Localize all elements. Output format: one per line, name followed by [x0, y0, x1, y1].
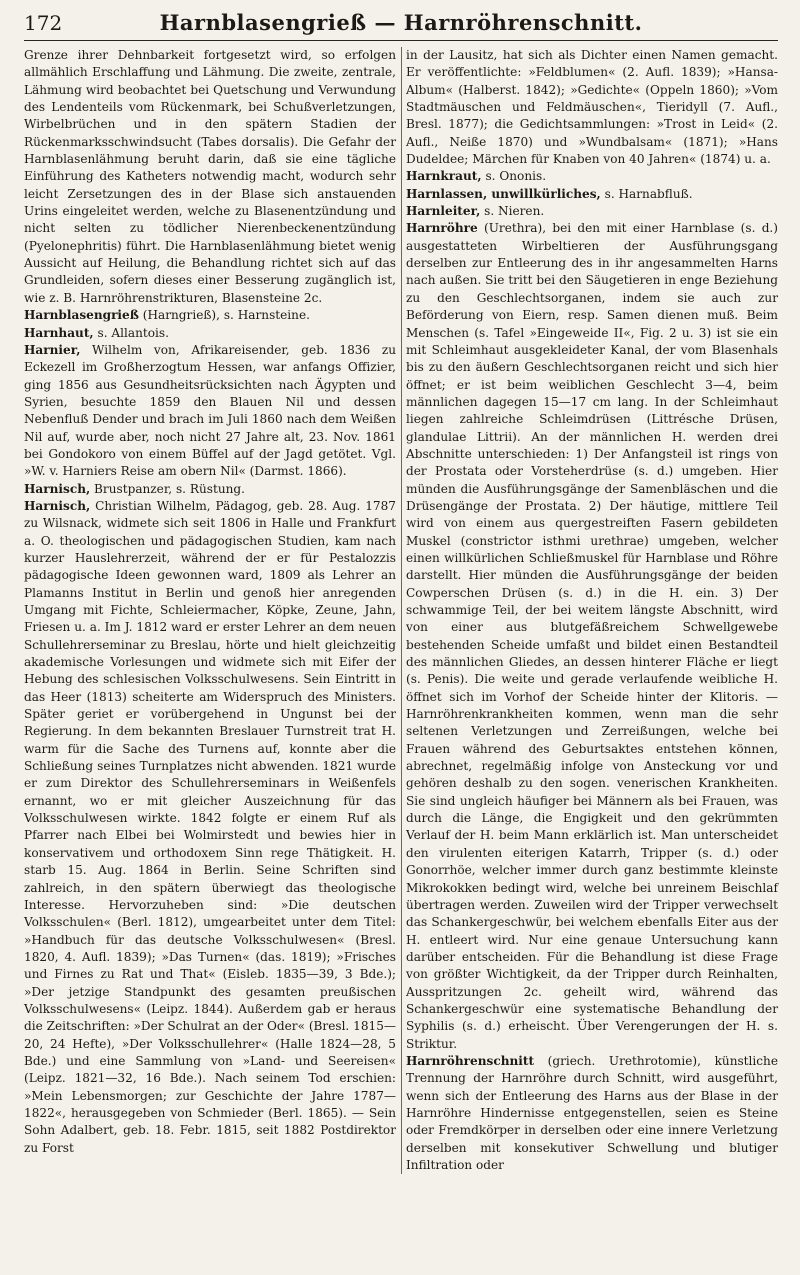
page-number: 172	[24, 11, 63, 35]
entry-harnroehrenschnitt	[406, 1053, 778, 1174]
lemma: Harnröhrenschnitt	[406, 1053, 535, 1068]
lemma: Harnkraut,	[406, 169, 482, 184]
column-divider	[401, 47, 402, 1174]
lemma: Harnisch,	[24, 498, 91, 513]
entry-text: s. Allantois.	[93, 325, 169, 340]
paragraph-continuation: in der Lausitz, hat sich als Dichter einen Namen gemacht. Er veröffentlichte: »Feldblumen« (2. Aufl. 1839); »Hansa-Album« (Halberst. 1842); »Gedichte« (Oppeln 1860); »Vom Stadtmäuschen und Feldmäuschen«, Tieridyll (7. Aufl., Bresl. 1877); die Gedichtsammlungen: »Trost in Leid« (2. Aufl., Neiße 1870) und »Wundbalsam« (1871); »Hans Dudeldee; Märchen für Knaben von 40 Jahren« (1874) u. a.	[406, 48, 778, 167]
entry-harnlassen	[406, 186, 778, 203]
lemma: Harnröhre	[406, 221, 478, 236]
entry-text: (Urethra), bei den mit einer Harnblase (s. d.) ausgestatteten Wirbeltieren der Ausführungsgang derselben zur Entleerung des in ihr angesammelten Harns nach außen. Sie tritt bei den Säugetieren in enge Beziehung zu den Geschlechtsorganen, indem sie auch zur Beförderung von Eiern, resp. Samen dienen muß. Beim Menschen (s. Tafel »Eingeweide II«, Fig. 2 u. 3) ist sie ein mit Schleimhaut ausgekleideter Kanal, der vom Blasenhals bis zu den äußern Geschlechtsorganen reicht und sich hier öffnet; er ist beim weiblichen Geschlecht 3—4, beim männlichen dagegen 15—17 cm lang. In der Schleimhaut liegen zahlreiche Schleimdrüsen (Littrésche Drüsen, glandulae Littrii). An der männlichen H. werden drei Abschnitte unterschieden: 1) Der Anfangsteil ist rings von der Prostata oder Vorsteherdrüse (s. d.) umgeben. Hier münden die Ausführungsgänge der Samenbläschen und die Drüsengänge der Prostata. 2) Der häutige, mittlere Teil wird von einem aus quergestreiften Fasern gebildeten Muskel (constrictor isthmi urethrae) umgeben, welcher einen willkürlichen Schließmuskel für Harnblase und Röhre darstellt. Hier münden die Ausführungsgänge der beiden Cowperschen Drüsen (s. d.) in die H. ein. 3) Der schwammige Teil, der bei weitem längste Abschnitt, wird von einer aus blutgefäßreichem Schwellgewebe bestehenden Scheide umfaßt und bildet einen Bestandteil des männlichen Gliedes, an dessen hinterer Fläche er liegt (s. Penis). Die weite und gerade verlaufende weibliche H. öffnet sich im Vorhof der Scheide hinter der Klitoris. — Harnröhrenkrankheiten kommen, wenn man die sehr seltenen Verletzungen und Zerreißungen, welche bei Frauen während des Geburtsaktes entstehen können, abrechnet, regelmäßig infolge von Ansteckung vor und gehören deshalb zu den sogen. venerischen Krankheiten. Sie sind ungleich häufiger bei Männern als bei Frauen, was durch die Länge, die Engigkeit und den gekrümmten Verlauf der H. beim Mann erklärlich ist. Man unterscheidet den virulenten eiterigen Katarrh, Tripper (s. d.) oder Gonorrhöe, welcher immer durch ganz bestimmte kleinste Mikrokokken bedingt wird, welche bei unreinem Beischlaf übertragen werden. Zuweilen wird der Tripper verwechselt das Schankergeschwür, bei welchem ebenfalls Eiter aus der H. entleert wird. Nur eine genaue Untersuchung kann darüber entscheiden. Für die Behandlung ist diese Frage von größter Wichtigkeit, da der Tripper durch Reinhalten, Ausspritzungen 2c. geheilt wird, während das Schankergeschwür eine systematische Behandlung der Syphilis (s. d.) erheischt. Über Verengerungen der H. s. Striktur.	[406, 221, 778, 1051]
entry-text: Brustpanzer, s. Rüstung.	[90, 481, 246, 496]
entry-harnisch-panzer	[24, 481, 396, 498]
running-head: Harnblasengrieß — Harnröhrenschnitt.	[159, 10, 643, 35]
paragraph-continuation: Grenze ihrer Dehnbarkeit fortgesetzt wird, so erfolgen allmählich Erschlaffung und Lähmung. Die zweite, zentrale, Lähmung wird beobachtet bei Quetschung und Verwundung des Lendenteils vom Rückenmark, bei Schußverletzungen, Wirbelbrüchen und in den spätern Stadien der Rückenmarksschwindsucht (Tabes dorsalis). Die Gefahr der Harnblasenlähmung beruht darin, daß sie eine tägliche Einführung des Katheters notwendig macht, wodurch sehr leicht Zersetzungen des in der Blase sich anstauenden Urins eingeleitet werden, welche zu Blasenentzündung und nicht selten zu tödlicher Nierenbeckenentzündung (Pyelonephritis) führt. Die Harnblasenlähmung bietet wenig Aussicht auf Heilung, die Behandlung richtet sich auf das Grundleiden, sofern dieses einer Besserung zugänglich ist, wie z. B. Harnröhrenstrikturen, Blasensteine 2c.	[24, 48, 396, 305]
lemma: Harnisch,	[24, 481, 91, 496]
entry-text: s. Harnabfluß.	[600, 186, 693, 201]
entry-text: s. Ononis.	[481, 169, 547, 184]
entry-harnier	[24, 342, 396, 481]
entry-text: Christian Wilhelm, Pädagog, geb. 28. Aug. 1787 zu Wilsnack, widmete sich seit 1806 in Halle und Frankfurt a. O. theologischen und pädagogischen Studien, kam nach kurzer Hauslehrerzeit, während der er für Pestalozzis pädagogische Ideen gewonnen ward, 1809 als Lehrer an Plamanns Institut in Berlin und genoß hier anregenden Umgang mit Fichte, Schleiermacher, Köpke, Zeune, Jahn, Friesen u. a. Im J. 1812 ward er erster Lehrer an dem neuen Schullehrerseminar zu Breslau, hörte und hielt gleichzeitig akademische Vorlesungen und widmete sich mit Eifer der Hebung des schlesischen Volksschulwesens. Sein Eintritt in das Heer (1813) scheiterte am Widerspruch des Ministers. Später geriet er vorübergehend in Ungunst bei der Regierung. In dem bekannten Breslauer Turnstreit trat H. warm für die Sache des Turnens auf, konnte aber die Schließung seines Turnplatzes nicht abwenden. 1821 wurde er zum Direktor des Schullehrerseminars in Weißenfels ernannt, wo er mit gleicher Auszeichnung für das Volksschulwesen wirkte. 1842 folgte er einem Ruf als Pfarrer nach Elbei bei Wolmirstedt und bewies hier in konservativem und orthodoxem Sinn rege Thätigkeit. H. starb 15. Aug. 1864 in Berlin. Seine Schriften sind zahlreich, in den spätern überwiegt das theologische Interesse. Hervorzuheben sind: »Die deutschen Volksschulen« (Berl. 1812), umgearbeitet unter dem Titel: »Handbuch für das deutsche Volksschulwesen« (Bresl. 1820, 4. Aufl. 1839); »Das Turnen« (das. 1819); »Frisches und Firnes zu Rat und That« (Eisleb. 1835—39, 3 Bde.); »Der jetzige Standpunkt des gesamten preußischen Volksschulwesens« (Leipz. 1844). Außerdem gab er heraus die Zeitschriften: »Der Schulrat an der Oder« (Bresl. 1815—20, 24 Hefte), »Der Volksschullehrer« (Halle 1824—28, 5 Bde.) und eine Sammlung von »Land- und Seereisen« (Leipz. 1821—32, 16 Bde.). Nach seinem Tod erschien: »Mein Lebensmorgen; zur Geschichte der Jahre 1787—1822«, herausgegeben von Schmieder (Berl. 1865). — Sein Sohn Adalbert, geb. 18. Febr. 1815, seit 1882 Postdirektor zu Forst	[24, 498, 396, 1155]
entry-harnleiter	[406, 203, 778, 220]
entry-text: (griech. Urethrotomie), künstliche Trennung der Harnröhre durch Schnitt, wird ausgeführt, wenn sich der Entleerung des Harns aus der Blase in der Harnröhre Hindernisse entgegenstellen, seien es Steine oder Fremdkörper in derselben oder eine innere Verletzung derselben mit konsekutiver Schwellung und blutiger Infiltration oder	[406, 1053, 778, 1172]
entry-text: (Harngrieß), s. Harnsteine.	[138, 308, 310, 323]
two-column-body	[24, 47, 778, 1174]
left-column	[24, 47, 396, 1174]
lemma: Harnlassen, unwillkürliches,	[406, 186, 601, 201]
entry-harnblasengriess	[24, 307, 396, 324]
lemma: Harnblasengrieß	[24, 308, 139, 323]
lemma: Harnier,	[24, 342, 81, 357]
lemma: Harnleiter,	[406, 204, 481, 219]
entry-harnkraut	[406, 168, 778, 185]
page-header	[24, 10, 778, 41]
entry-text: s. Nieren.	[480, 204, 545, 219]
entry-harnisch-paedagog	[24, 498, 396, 1157]
right-column	[406, 47, 778, 1174]
entry-harnhaut	[24, 325, 396, 342]
entry-text: Wilhelm von, Afrikareisender, geb. 1836 zu Eckezell im Großherzogtum Hessen, war anfangs Offizier, ging 1856 aus Gesundheitsrücksichten nach Ägypten und Syrien, besuchte 1859 den Blauen Nil und dessen Nebenfluß Dender und brach im Juli 1860 nach dem Weißen Nil auf, wurde aber, noch nicht 27 Jahre alt, 23. Nov. 1861 bei Gondokoro von einem Büffel auf der Jagd getötet. Vgl. »W. v. Harniers Reise am obern Nil« (Darmst. 1866).	[24, 342, 396, 479]
entry-harnroehre	[406, 220, 778, 1053]
lemma: Harnhaut,	[24, 325, 94, 340]
